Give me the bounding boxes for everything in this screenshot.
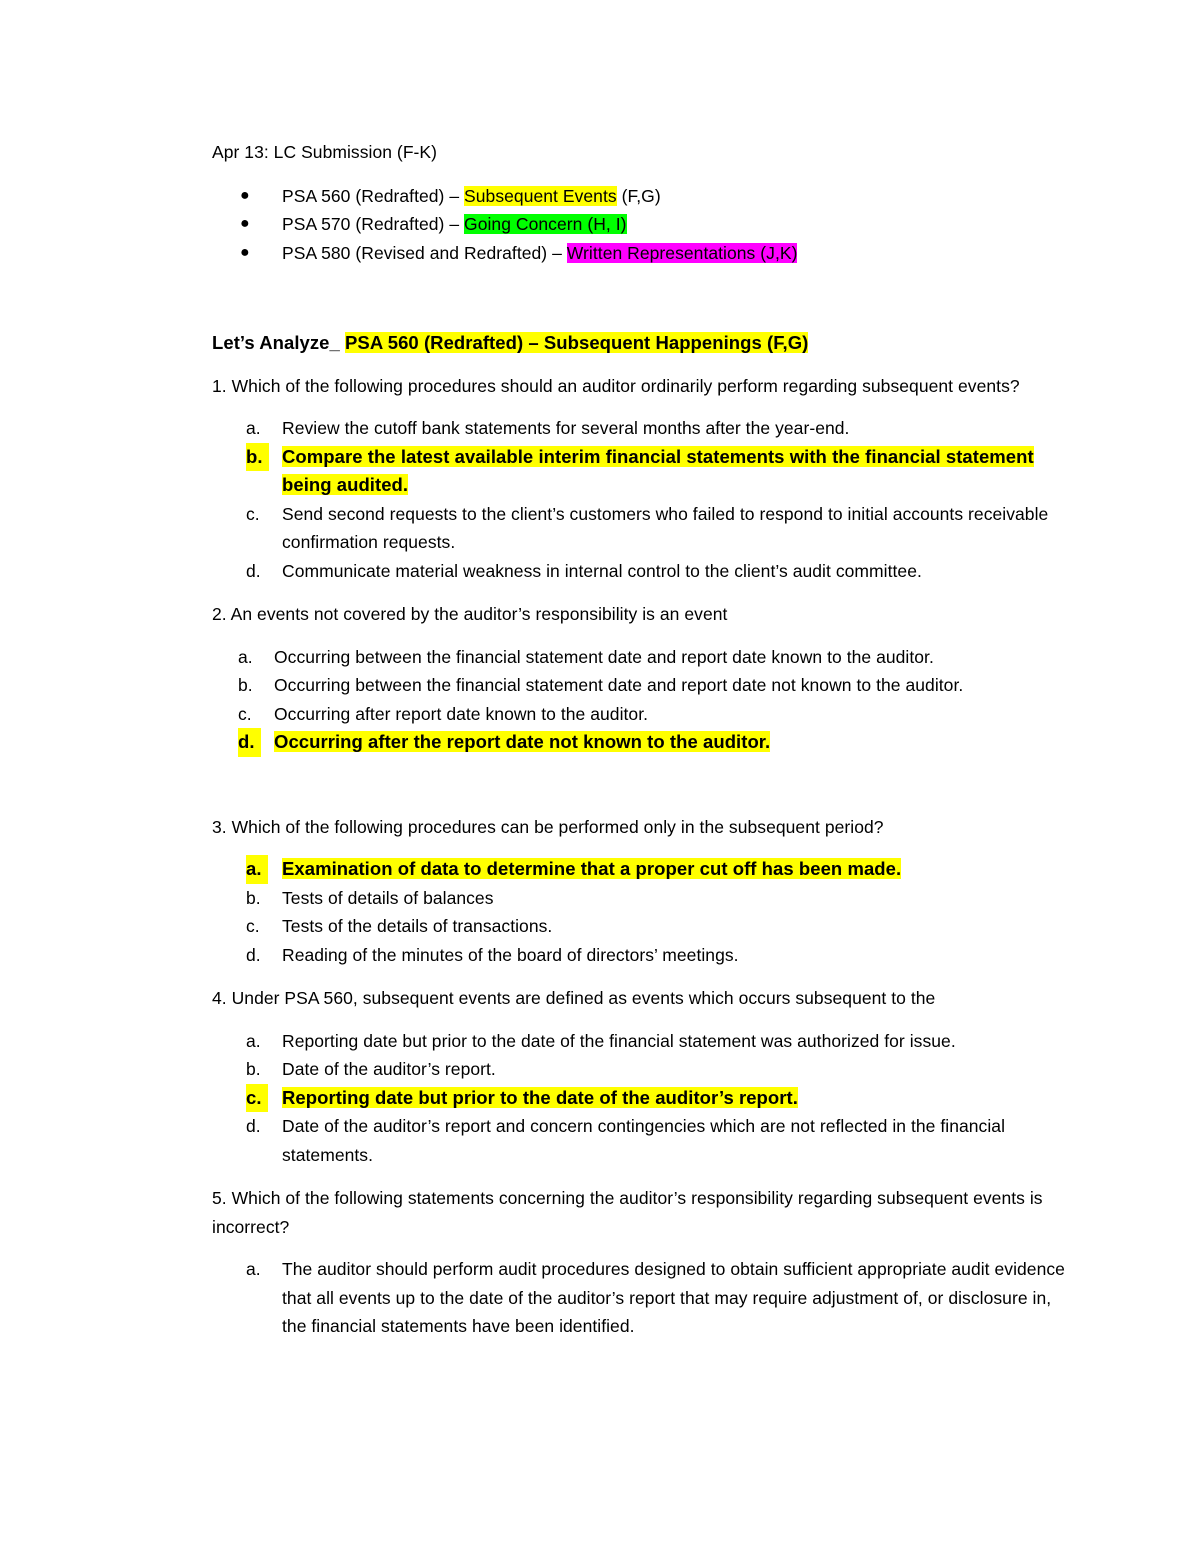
option-letter: d. <box>246 944 261 965</box>
answer-options <box>212 1027 1072 1170</box>
option-letter: a. <box>246 855 268 884</box>
option-letter: a. <box>246 418 261 438</box>
answer-options <box>212 643 1072 757</box>
heading-prefix: Let’s Analyze_ <box>212 332 346 353</box>
topic-highlight: Subsequent Events <box>464 185 617 206</box>
option-text: Examination of data to determine that a proper cut off has been made. <box>282 858 902 879</box>
option-text: Occurring between the financial statement date and report date known to the auditor. <box>274 646 934 667</box>
question-text: 4. Under PSA 560, subsequent events are defined as events which occurs subsequent to the <box>212 988 936 1008</box>
option-text: Occurring after the report date not known to the auditor. <box>274 731 771 752</box>
bullet-icon: ● <box>240 243 250 261</box>
topic-label: PSA 570 (Redrafted) – <box>282 214 465 234</box>
topic-highlight: Going Concern (H, I) <box>464 214 627 234</box>
option-text: Date of the auditor’s report and concern contingencies which are not reflected in the financial statements. <box>282 1116 1006 1165</box>
option-letter: c. <box>246 1084 268 1113</box>
option-text: Date of the auditor’s report. <box>282 1059 496 1079</box>
bullet-icon: ● <box>240 186 250 204</box>
topic-item <box>212 182 1072 211</box>
submission-header: Apr 13: LC Submission (F-K) <box>212 142 438 162</box>
answer-options <box>212 855 1072 969</box>
answer-option <box>212 912 1072 941</box>
option-text: Occurring after report date known to the auditor. <box>274 703 649 724</box>
question-text: 1. Which of the following procedures should an auditor ordinarily perform regarding subsequent events? <box>212 375 1020 396</box>
option-letter: a. <box>238 646 253 667</box>
option-text: The auditor should perform audit procedures designed to obtain sufficient appropriate audit evidence that all events up to the date of the auditor’s report that may require adjustment of, or disclosure in, the financial statements have been identified. <box>282 1259 1065 1336</box>
option-letter: d. <box>246 560 261 581</box>
answer-option <box>212 414 1072 443</box>
option-text: Tests of details of balances <box>282 887 494 908</box>
option-text: Send second requests to the client’s customers who failed to respond to initial accounts receivable confirmation requests. <box>282 503 1049 552</box>
answer-option <box>212 941 1072 970</box>
answer-option <box>212 700 1072 729</box>
answer-option <box>212 557 1072 586</box>
question-text: 3. Which of the following procedures can be performed only in the subsequent period? <box>212 816 884 837</box>
answer-option <box>212 884 1072 913</box>
option-letter: d. <box>246 1116 261 1136</box>
correct-answer-option <box>212 728 1072 757</box>
answer-option <box>212 500 1072 557</box>
question-text: 5. Which of the following statements concerning the auditor’s responsibility regarding subsequent events is incorrect? <box>212 1188 1043 1237</box>
option-letter: c. <box>246 503 260 524</box>
option-letter: b. <box>246 1059 261 1079</box>
answer-options <box>212 414 1072 585</box>
option-text: Reading of the minutes of the board of directors’ meetings. <box>282 944 739 965</box>
option-text: Reporting date but prior to the date of the financial statement was authorized for issue. <box>282 1030 956 1051</box>
document-body <box>212 138 1072 1356</box>
option-letter: a. <box>246 1259 261 1279</box>
heading-highlight: PSA 560 (Redrafted) – Subsequent Happenings (F,G) <box>345 332 809 353</box>
option-letter: b. <box>238 675 253 695</box>
question-text: 2. An events not covered by the auditor’s responsibility is an event <box>212 604 728 624</box>
topic-suffix: (F,G) <box>616 185 661 206</box>
correct-answer-option <box>212 443 1072 500</box>
correct-answer-option <box>212 855 1072 884</box>
option-text: Communicate material weakness in internal control to the client’s audit committee. <box>282 560 922 581</box>
topic-list <box>212 182 1072 268</box>
option-letter: c. <box>238 703 252 724</box>
answer-option <box>212 1055 1072 1084</box>
correct-answer-option <box>212 1084 1072 1113</box>
topic-item <box>212 210 1072 239</box>
option-letter: b. <box>246 443 269 472</box>
answer-option <box>212 1027 1072 1056</box>
option-text: Occurring between the financial statement date and report date not known to the auditor. <box>274 675 964 695</box>
topic-highlight: Written Representations (J,K) <box>566 242 798 263</box>
option-letter: b. <box>246 887 261 908</box>
option-letter: d. <box>238 728 261 757</box>
bullet-icon: ● <box>240 215 250 232</box>
option-letter: c. <box>246 916 260 936</box>
option-letter: a. <box>246 1030 261 1051</box>
topic-label: PSA 580 (Revised and Redrafted) – <box>282 242 567 263</box>
option-text: Tests of the details of transactions. <box>282 916 553 936</box>
answer-option <box>212 643 1072 672</box>
section-heading <box>212 329 1072 358</box>
answer-option <box>212 1112 1072 1169</box>
topic-item <box>212 239 1072 268</box>
option-text: Review the cutoff bank statements for several months after the year-end. <box>282 418 850 438</box>
option-text: Reporting date but prior to the date of the auditor’s report. <box>282 1086 798 1108</box>
option-text: Compare the latest available interim financial statements with the financial statement being audited. <box>282 445 1034 495</box>
answer-options <box>212 1255 1072 1341</box>
answer-option <box>212 671 1072 700</box>
topic-label: PSA 560 (Redrafted) – <box>282 185 465 206</box>
answer-option <box>212 1255 1072 1341</box>
